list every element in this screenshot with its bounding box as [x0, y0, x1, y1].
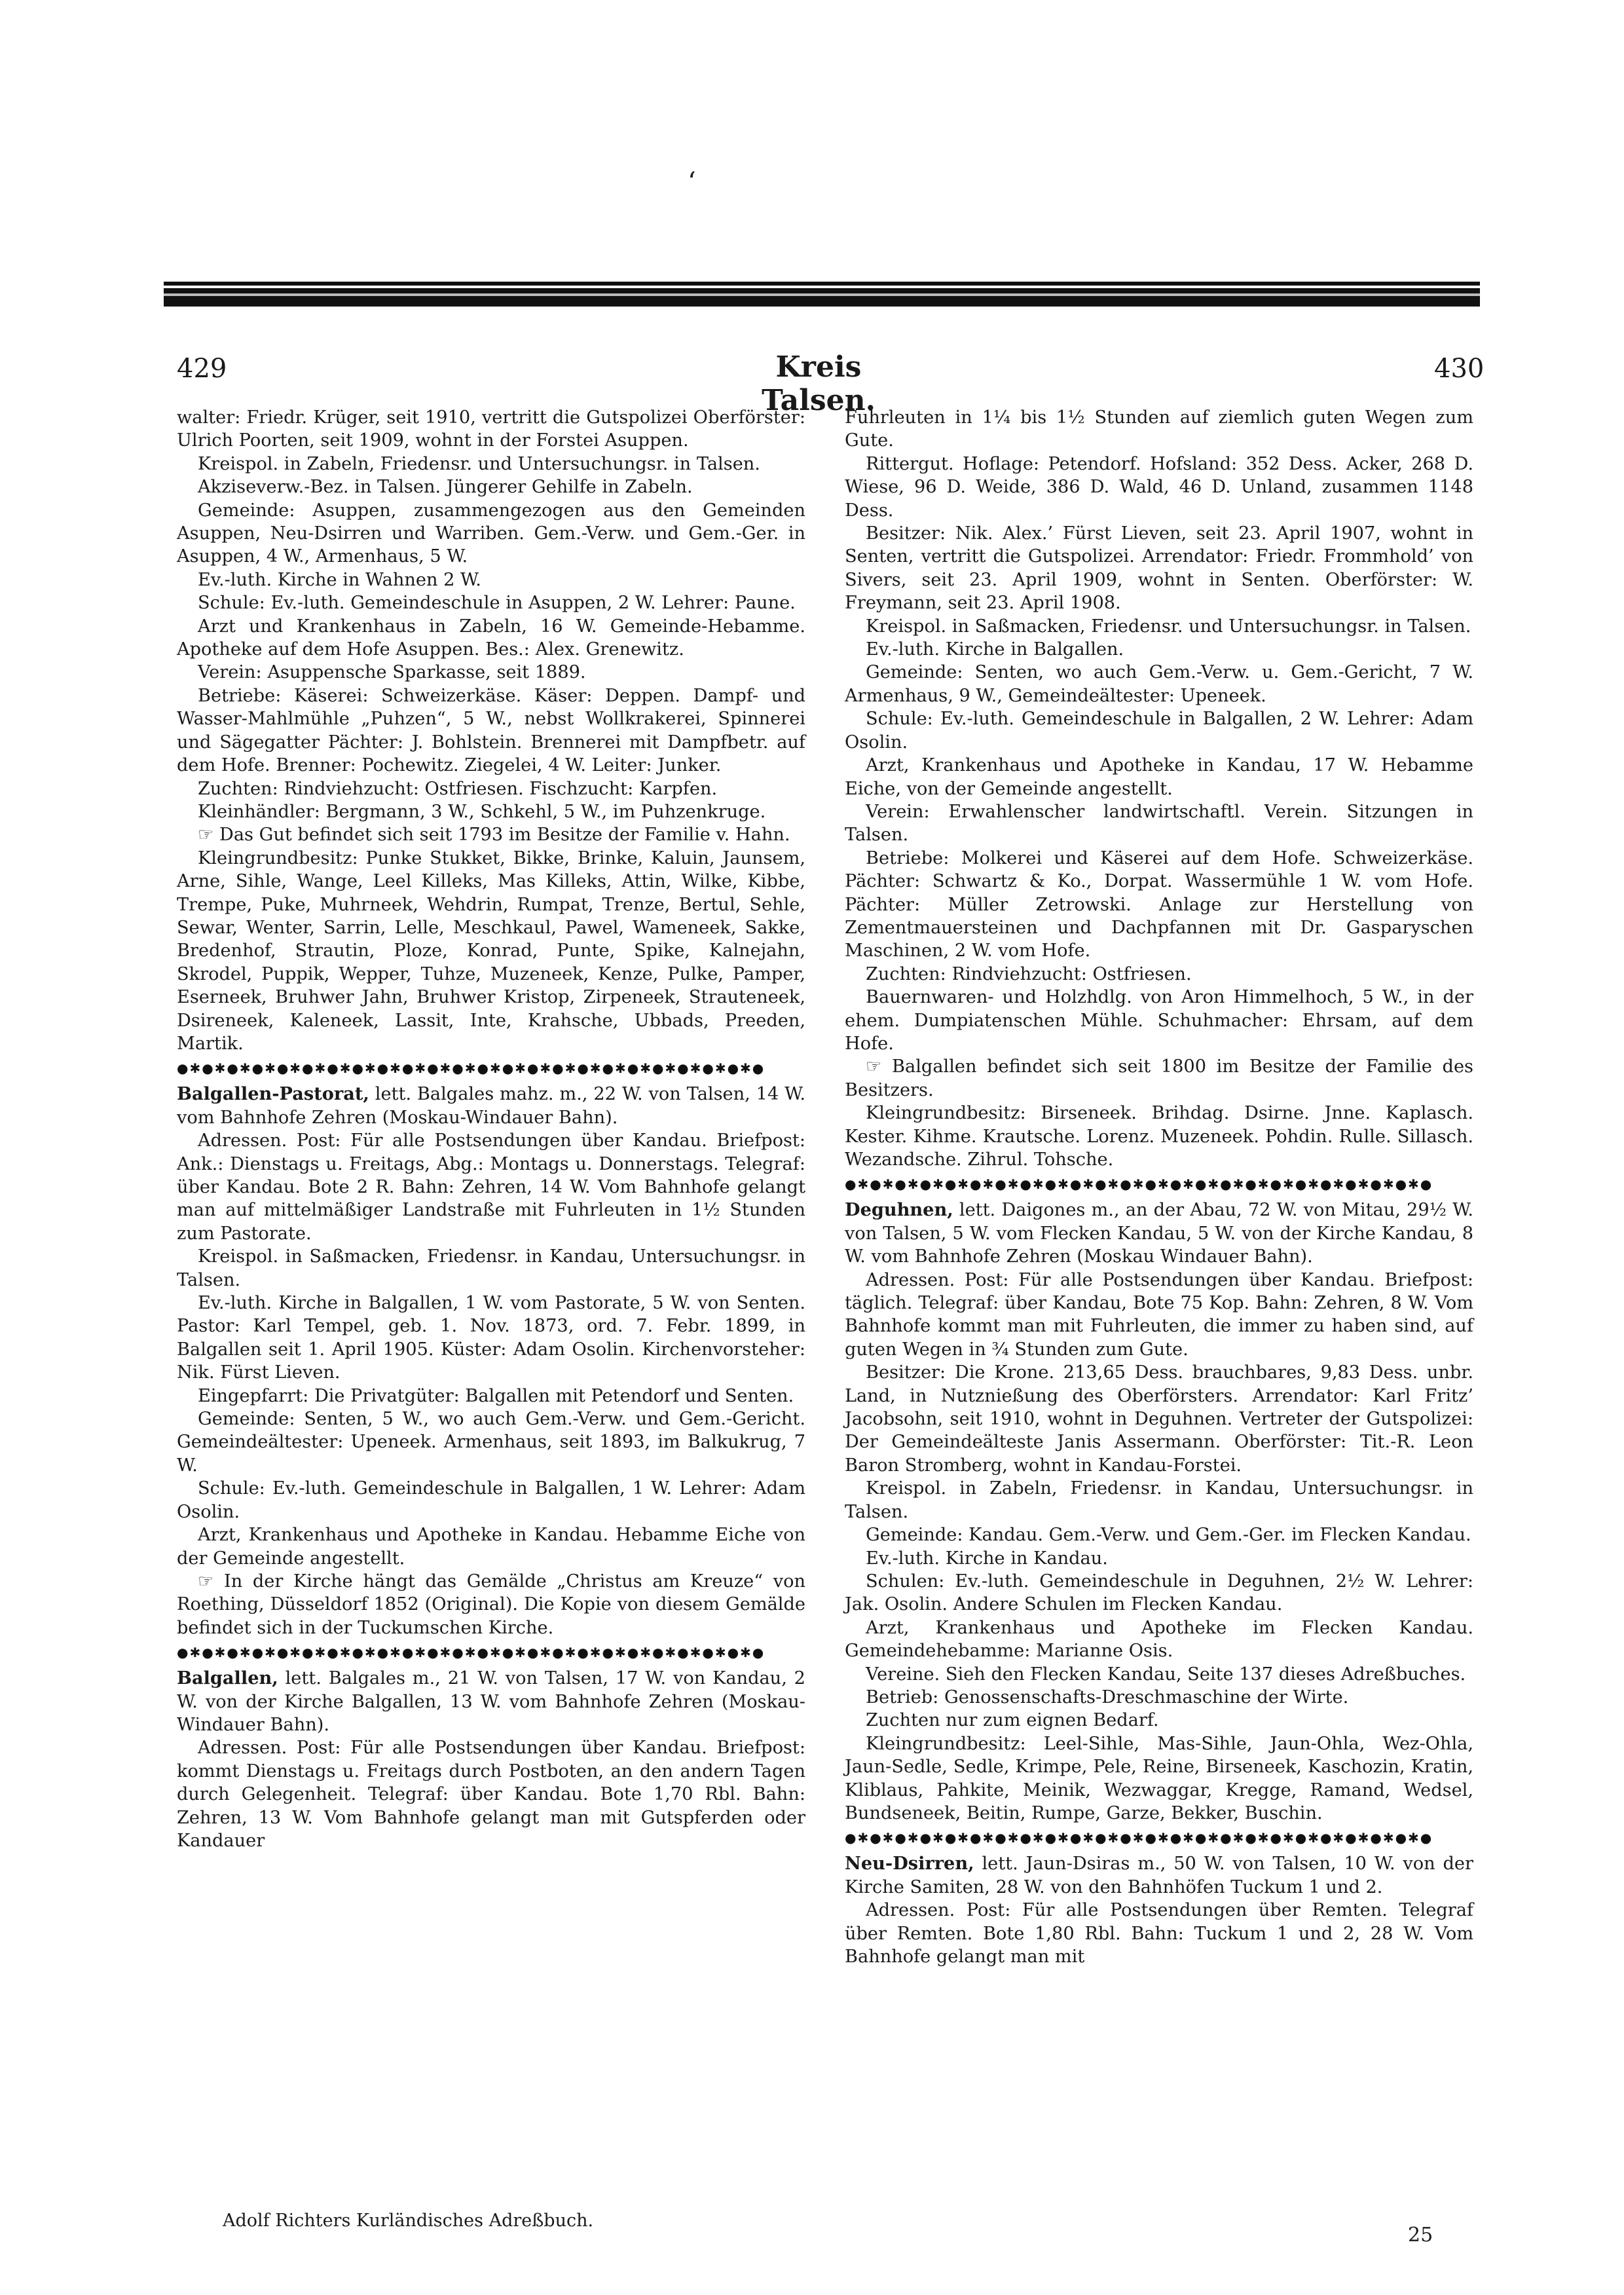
entry-heading: Balgallen-Pastorat,: [177, 1083, 369, 1105]
paragraph: Zuchten nur zum eignen Bedarf.: [866, 1710, 1159, 1731]
running-title: Kreis Talsen.: [762, 350, 876, 417]
ornament-divider: ●✱●✱●✱●✱●✱●✱●✱●✱●✱●✱●✱●✱●✱●✱●✱●✱●✱●✱●✱●✱●✱●✱●✱●: [845, 1830, 1433, 1846]
entry-intro: lett. Balgales mahz. m., 22 W. von Talsen, 14 W. vom Bahnhofe Zehren (Moskau-Windauer Bahn).: [177, 1084, 805, 1128]
paragraph: Ev.-luth. Kirche in Wahnen 2 W.: [198, 569, 481, 590]
paragraph: Schule: Ev.-luth. Gemeindeschule in Asuppen, 2 W. Lehrer: Paune.: [198, 593, 796, 614]
entry-balgallen: [177, 1667, 805, 1736]
paragraph: Eingepfarrt: Die Privatgüter: Balgallen mit Petendorf und Senten.: [198, 1385, 794, 1406]
paragraph: Verein: Asuppensche Sparkasse, seit 1889.: [198, 662, 586, 683]
paragraph: Akziseverw.-Bez. in Talsen. Jüngerer Gehilfe in Zabeln.: [198, 477, 693, 498]
paragraph: Adressen. Post: Für alle Postsendungen über Kandau. Briefpost: Ank.: Dienstags u. Freitags, Abg.: Montags u. Donnerstags. Telegraf: über Kandau. Bote 2 R. Bahn: Zehren, 14 W. Vom Bahnhofe gelangt man auf mittelmäßiger Landstraße mit Fuhrleuten in 1½ Stunden zum Pastorate.: [177, 1130, 805, 1244]
ornament-divider: ●✱●✱●✱●✱●✱●✱●✱●✱●✱●✱●✱●✱●✱●✱●✱●✱●✱●✱●✱●✱●✱●✱●✱●: [177, 1060, 766, 1077]
right-column: [845, 406, 1473, 1968]
paragraph: Fuhrleuten in 1¼ bis 1½ Stunden auf ziemlich guten Wegen zum Gute.: [845, 407, 1473, 451]
paragraph: Gemeinde: Kandau. Gem.-Verw. und Gem.-Ger. im Flecken Kandau.: [866, 1525, 1471, 1546]
paragraph: Rittergut. Hoflage: Petendorf. Hofsland: 352 Dess. Acker, 268 D. Wiese, 96 D. Weide, 386 D. Wald, 46 D. Unland, zusammen 1148 Dess.: [845, 453, 1473, 521]
paragraph: Besitzer: Die Krone. 213,65 Dess. brauchbares, 9,83 Dess. unbr. Land, in Nutznießung des Oberförsters. Arrendator: Karl Fritz’ Jacobsohn, seit 1910, wohnt in Deguhnen. Vertreter der Gutspolizei: Der Gemeindeälteste Janis Assermann. Oberförster: Tit.-R. Leon Baron Stromberg, wohnt in Kandau-Forstei.: [845, 1362, 1473, 1476]
paragraph: Kreispol. in Zabeln, Friedensr. und Untersuchungsr. in Talsen.: [198, 453, 760, 474]
paragraph: Kreispol. in Saßmacken, Friedensr. und Untersuchungsr. in Talsen.: [866, 616, 1471, 637]
paragraph: Ev.-luth. Kirche in Balgallen.: [866, 639, 1124, 660]
paragraph: Kleinhändler: Bergmann, 3 W., Schkehl, 5 W., im Puhzenkruge.: [198, 801, 766, 822]
paragraph: Gemeinde: Senten, wo auch Gem.-Verw. u. Gem.-Gericht, 7 W. Armenhaus, 9 W., Gemeindeältester: Upeneek.: [845, 662, 1473, 706]
paragraph: Arzt und Krankenhaus in Zabeln, 16 W. Gemeinde-Hebamme. Apotheke auf dem Hofe Asuppen. Bes.: Alex. Grenewitz.: [177, 616, 805, 660]
paragraph: ☞ Balgallen befindet sich seit 1800 im Besitze der Familie des Besitzers.: [845, 1056, 1473, 1100]
paragraph: Arzt, Krankenhaus und Apotheke in Kandau. Hebamme Eiche von der Gemeinde angestellt.: [177, 1525, 805, 1569]
paragraph: Zuchten: Rindviehzucht: Ostfriesen.: [866, 963, 1192, 984]
paragraph: Betriebe: Käserei: Schweizerkäse. Käser: Deppen. Dampf- und Wasser-Mahlmühle „Puhzen“, 5 W., nebst Wollkrakerei, Spinnerei und Sägegatter Pächter: J. Bohlstein. Brennerei mit Dampfbetr. auf dem Hofe. Brenner: Pochewitz. Ziegelei, 4 W. Leiter: Junker.: [177, 685, 805, 776]
footer-imprint: Adolf Richters Kurländisches Adreßbuch.: [223, 2211, 594, 2231]
paragraph: ☞ In der Kirche hängt das Gemälde „Christus am Kreuze“ von Roething, Düsseldorf 1852 (Original). Die Kopie von diesem Gemälde befindet sich in der Tuckumschen Kirche.: [177, 1571, 805, 1638]
entry-intro: lett. Jaun-Dsiras m., 50 W. von Talsen, 10 W. von der Kirche Samiten, 28 W. von den Bahnhöfen Tuckum 1 und 2.: [845, 1854, 1473, 1897]
paragraph: Besitzer: Nik. Alex.’ Fürst Lieven, seit 23. April 1907, wohnt in Senten, vertritt die Gutspolizei. Arrendator: Friedr. Frommhold’ von Sivers, seit 23. April 1909, wohnt in Senten. Oberförster: W. Freymann, seit 23. April 1908.: [845, 523, 1473, 614]
paragraph: ☞ Das Gut befindet sich seit 1793 im Besitze der Familie v. Hahn.: [198, 825, 790, 846]
paragraph: Kreispol. in Saßmacken, Friedensr. in Kandau, Untersuchungsr. in Talsen.: [177, 1246, 805, 1290]
paragraph: Adressen. Post: Für alle Postsendungen über Remten. Telegraf über Remten. Bote 1,80 Rbl. Bahn: Tuckum 1 und 2, 28 W. Vom Bahnhofe gelangt man mit: [845, 1900, 1473, 1967]
header-rule: [164, 282, 1480, 307]
paragraph: Schulen: Ev.-luth. Gemeindeschule in Deguhnen, 2½ W. Lehrer: Jak. Osolin. Andere Schulen im Flecken Kandau.: [845, 1571, 1473, 1615]
entry-balgallen-pastorat: [177, 1083, 805, 1129]
paragraph: Kreispol. in Zabeln, Friedensr. in Kandau, Untersuchungsr. in Talsen.: [845, 1478, 1473, 1522]
paragraph: Bauernwaren- und Holzhdlg. von Aron Himmelhoch, 5 W., in der ehem. Dumpiatenschen Mühle. Schuhmacher: Ehrsam, auf dem Hofe.: [845, 987, 1473, 1054]
paragraph: Adressen. Post: Für alle Postsendungen über Kandau. Briefpost: kommt Dienstags u. Freitags durch Postboten, an den andern Tagen durch Gelegenheit. Telegraf: über Kandau. Bote 1,70 Rbl. Bahn: Zehren, 13 W. Vom Bahnhofe gelangt man mit Gutspferden oder Kandauer: [177, 1738, 805, 1851]
entry-heading: Neu-Dsirren,: [845, 1853, 974, 1875]
ornament-divider: ●✱●✱●✱●✱●✱●✱●✱●✱●✱●✱●✱●✱●✱●✱●✱●✱●✱●✱●✱●✱●✱●✱●✱●: [845, 1176, 1433, 1193]
paragraph: Verein: Erwahlenscher landwirtschaftl. Verein. Sitzungen in Talsen.: [845, 801, 1473, 846]
paragraph: Kleingrundbesitz: Birseneek. Brihdag. Dsirne. Jnne. Kaplasch. Kester. Kihme. Krautsche. Lorenz. Muzeneek. Pohdin. Rulle. Sillasch. Wezandsche. Zihrul. Tohsche.: [845, 1103, 1473, 1170]
stray-mark: ‘: [688, 167, 696, 197]
paragraph: Schule: Ev.-luth. Gemeindeschule in Balgallen, 2 W. Lehrer: Adam Osolin.: [845, 709, 1473, 753]
left-column: [177, 406, 805, 1852]
paragraph: Adressen. Post: Für alle Postsendungen über Kandau. Briefpost: täglich. Telegraf: über Kandau, Bote 75 Kop. Bahn: Zehren, 8 W. Vom Bahnhofe kommt man mit Fuhrleuten, die immer zu haben sind, auf guten Wegen in ¾ Stunden zum Gute.: [845, 1269, 1473, 1360]
paragraph: Vereine. Sieh den Flecken Kandau, Seite 137 dieses Adreßbuches.: [866, 1664, 1466, 1685]
paragraph: walter: Friedr. Krüger, seit 1910, vertritt die Gutspolizei Oberförster: Ulrich Poorten, seit 1909, wohnt in der Forstei Asuppen.: [177, 407, 805, 451]
entry-heading: Deguhnen,: [845, 1199, 953, 1221]
paragraph: Ev.-luth. Kirche in Kandau.: [866, 1548, 1108, 1569]
paragraph: Schule: Ev.-luth. Gemeindeschule in Balgallen, 1 W. Lehrer: Adam Osolin.: [177, 1478, 805, 1522]
page-number-left: 429: [177, 354, 227, 384]
entry-deguhnen: [845, 1199, 1473, 1268]
entry-heading: Balgallen,: [177, 1668, 278, 1689]
ornament-divider: ●✱●✱●✱●✱●✱●✱●✱●✱●✱●✱●✱●✱●✱●✱●✱●✱●✱●✱●✱●✱●✱●✱●✱●: [177, 1645, 766, 1661]
paragraph: Gemeinde: Asuppen, zusammengezogen aus den Gemeinden Asuppen, Neu-Dsirren und Warriben. Gem.-Verw. und Gem.-Ger. in Asuppen, 4 W., Armenhaus, 5 W.: [177, 500, 805, 567]
page-number-right: 430: [1434, 354, 1485, 384]
paragraph: Betrieb: Genossenschafts-Dreschmaschine der Wirte.: [866, 1687, 1349, 1707]
entry-intro: lett. Daigones m., an der Abau, 72 W. von Mitau, 29½ W. von Talsen, 5 W. vom Flecken Kandau, 5 W. von der Kirche Kandau, 8 W. vom Bahnhofe Zehren (Moskau Windauer Bahn).: [845, 1200, 1473, 1267]
signature-mark: 25: [1408, 2224, 1433, 2247]
paragraph: Arzt, Krankenhaus und Apotheke im Flecken Kandau. Gemeindehebamme: Marianne Osis.: [845, 1617, 1473, 1662]
paragraph: Ev.-luth. Kirche in Balgallen, 1 W. vom Pastorate, 5 W. von Senten. Pastor: Karl Tempel, geb. 1. Nov. 1873, ord. 7. Febr. 1899, in Balgallen seit 1. April 1905. Küster: Adam Osolin. Kirchenvorsteher: Nik. Fürst Lieven.: [177, 1293, 805, 1383]
paragraph: Arzt, Krankenhaus und Apotheke in Kandau, 17 W. Hebamme Eiche, von der Gemeinde angestellt.: [845, 755, 1473, 799]
paragraph: Gemeinde: Senten, 5 W., wo auch Gem.-Verw. und Gem.-Gericht. Gemeindeältester: Upeneek. Armenhaus, seit 1893, im Balkukrug, 7 W.: [177, 1409, 805, 1476]
paragraph: Kleingrundbesitz: Punke Stukket, Bikke, Brinke, Kaluin, Jaunsem, Arne, Sihle, Wange, Leel Killeks, Mas Killeks, Attin, Wilke, Kibbe, Trempe, Puke, Muhrneek, Wehdrin, Rumpat, Trenze, Bertul, Sehle, Sewar, Wenter, Sarrin, Lelle, Meschkaul, Pawel, Wameneek, Sakke, Bredenhof, Strautin, Ploze, Konrad, Punte, Spike, Kalnejahn, Skrodel, Puppik, Wepper, Tuhze, Muzeneek, Kenze, Pulke, Pamper, Eserneek, Bruhwer Jahn, Bruhwer Kristop, Zirpeneek, Strauteneek, Dsireneek, Kaleneek, Lassit, Inte, Krahsche, Ubbads, Preeden, Martik.: [177, 848, 805, 1054]
paragraph: Betriebe: Molkerei und Käserei auf dem Hofe. Schweizerkäse. Pächter: Schwartz & Ko., Dorpat. Wassermühle 1 W. vom Hofe. Pächter: Müller Zetrowski. Anlage zur Herstellung von Zementmauersteinen und Dachpfannen mit Dr. Gasparyschen Maschinen, 2 W. vom Hofe.: [845, 848, 1473, 961]
entry-intro: lett. Balgales m., 21 W. von Talsen, 17 W. von Kandau, 2 W. von der Kirche Balgallen, 13 W. vom Bahnhofe Zehren (Moskau-Windauer Bahn).: [177, 1668, 805, 1735]
paragraph: Zuchten: Rindviehzucht: Ostfriesen. Fischzucht: Karpfen.: [198, 778, 718, 799]
entry-neu-dsirren: [845, 1852, 1473, 1899]
paragraph: Kleingrundbesitz: Leel-Sihle, Mas-Sihle, Jaun-Ohla, Wez-Ohla, Jaun-Sedle, Sedle, Krimpe, Pele, Reine, Birseneek, Kaschozin, Kratin, Kliblaus, Pahkite, Meinik, Wezwaggar, Kregge, Ramand, Wedsel, Bundseneek, Beitin, Rumpe, Garze, Bekker, Buschin.: [845, 1733, 1473, 1823]
